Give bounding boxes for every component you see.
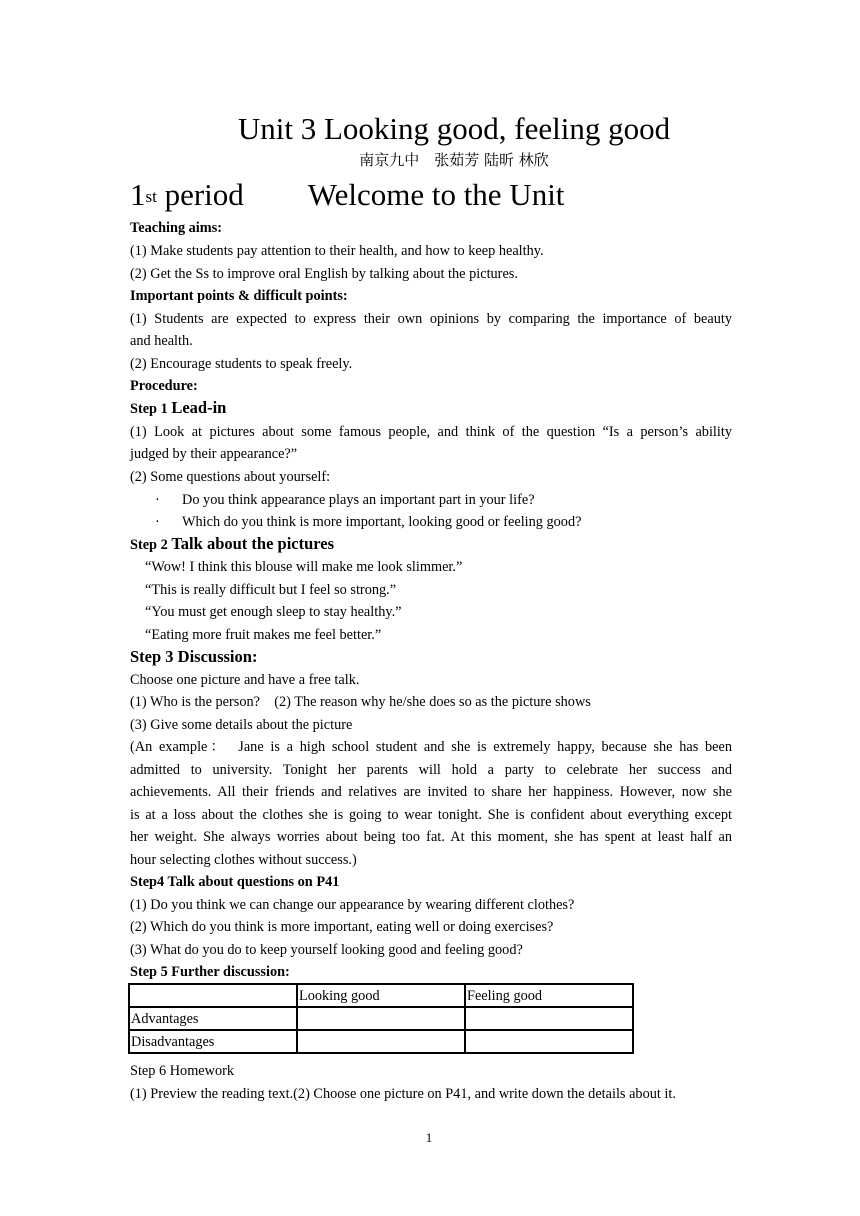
step4-heading: Step4 Talk about questions on P41	[130, 874, 340, 890]
step4-question-1: (1) Do you think we can change our appearance by wearing different clothes?	[130, 897, 575, 913]
step1-question-1-line-1: (1) Look at pictures about some famous people, and think of the question “Is a person’s ability	[130, 424, 732, 440]
table-cell	[465, 1007, 633, 1030]
teaching-aim-2: (2) Get the Ss to improve oral English by talking about the pictures.	[130, 266, 518, 282]
step2-quote-4: “Eating more fruit makes me feel better.”	[145, 627, 382, 643]
step1-title: Lead-in	[171, 398, 227, 417]
step3-example-line-4: is at a loss about the clothes she is going to wear tonight. She is confident about everything except	[130, 807, 732, 823]
step1-bullet-1	[155, 490, 535, 510]
step3-question-3: (3) Give some details about the picture	[130, 717, 353, 733]
table-cell	[297, 1007, 465, 1030]
bullet-marker: ·	[155, 492, 160, 508]
step1-question-2: (2) Some questions about yourself:	[130, 469, 331, 485]
authors-line: 南京九中 张茹芳 陆昕 林欣	[359, 151, 549, 169]
teaching-aims-heading: Teaching aims:	[130, 220, 223, 236]
step2-quote-2: “This is really difficult but I feel so strong.”	[145, 582, 397, 598]
important-point-1-line-1: (1) Students are expected to express their own opinions by comparing the importance of beauty	[130, 311, 732, 327]
step3-intro: Choose one picture and have a free talk.	[130, 672, 360, 688]
important-point-1-line-2: and health.	[130, 333, 193, 349]
step3-example-line-3: achievements. All their friends and relatives are invited to share her happiness. However, now she	[130, 784, 732, 800]
step4-question-3: (3) What do you do to keep yourself looking good and feeling good?	[130, 942, 523, 958]
step3-example-line-6: hour selecting clothes without success.)	[130, 852, 357, 868]
bullet-marker: ·	[155, 514, 160, 530]
table-header-row	[129, 984, 633, 1007]
table-cell	[465, 1030, 633, 1053]
table-cell: Disadvantages	[129, 1030, 297, 1053]
table-header-cell: Looking good	[297, 984, 465, 1007]
step3-example-line-2: admitted to university. Tonight her parents will hold a party to celebrate her success and	[130, 762, 732, 778]
step3-heading: Step 3 Discussion:	[130, 647, 258, 666]
bullet-text: Which do you think is more important, looking good or feeling good?	[182, 514, 582, 530]
step6-heading: Step 6 Homework	[130, 1063, 235, 1079]
step1-label: Step 1	[130, 401, 168, 417]
step4-question-2: (2) Which do you think is more important, eating well or doing exercises?	[130, 919, 554, 935]
step1-question-1-line-2: judged by their appearance?”	[130, 446, 298, 462]
teaching-aim-1: (1) Make students pay attention to their health, and how to keep healthy.	[130, 243, 544, 259]
period-word: period	[164, 177, 244, 212]
table-row	[129, 1030, 633, 1053]
step3-example-line-1: (An example： Jane is a high school student and she is extremely happy, because she has been	[130, 739, 732, 755]
table-header-cell	[129, 984, 297, 1007]
procedure-heading: Procedure:	[130, 378, 198, 394]
step2-quote-3: “You must get enough sleep to stay healthy.”	[145, 604, 402, 620]
step2-label: Step 2	[130, 537, 168, 553]
period-number: 1	[130, 177, 146, 212]
table-row	[129, 1007, 633, 1030]
step2-heading	[130, 534, 334, 555]
table-cell	[297, 1030, 465, 1053]
step2-quote-1: “Wow! I think this blouse will make me look slimmer.”	[145, 559, 463, 575]
step1-heading	[130, 398, 226, 419]
table-cell: Advantages	[129, 1007, 297, 1030]
bullet-text: Do you think appearance plays an important part in your life?	[182, 492, 535, 508]
table-header-cell: Feeling good	[465, 984, 633, 1007]
step3-question-1-2: (1) Who is the person? (2) The reason why he/she does so as the picture shows	[130, 694, 591, 710]
page-number: 1	[425, 1130, 433, 1145]
step5-heading: Step 5 Further discussion:	[130, 964, 290, 980]
period-suffix: st	[145, 187, 157, 206]
step6-text: (1) Preview the reading text.(2) Choose one picture on P41, and write down the details about it.	[130, 1086, 676, 1102]
document-title: Unit 3 Looking good, feeling good	[237, 111, 671, 146]
period-name: Welcome to the Unit	[307, 177, 565, 212]
period-heading	[130, 175, 564, 215]
step3-example-line-5: her weight. She always worries about being too fat. At this moment, she has spent at least half an	[130, 829, 732, 845]
important-point-2: (2) Encourage students to speak freely.	[130, 356, 353, 372]
step1-bullet-2	[155, 512, 581, 532]
discussion-table	[128, 983, 634, 1054]
step2-title: Talk about the pictures	[171, 534, 335, 553]
important-points-heading: Important points & difficult points:	[130, 288, 348, 304]
